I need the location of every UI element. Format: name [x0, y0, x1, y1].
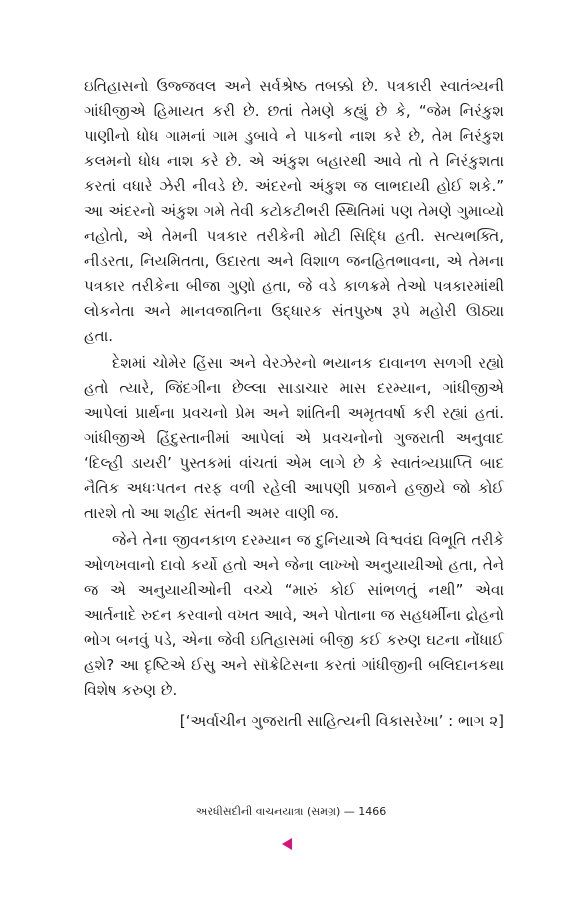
- source-citation: [‘અર્વાચીન ગુજરાતી સાહિત્યની વિકાસરેખા’ : ભાગ ૨]: [179, 712, 504, 730]
- page-footer: અરધીસદીની વાચનયાત્રા (સમગ્ર) — 1466: [195, 805, 387, 818]
- previous-page-arrow-icon[interactable]: [282, 838, 292, 850]
- paragraph-3: જેને તેના જીવનકાળ દરમ્યાન જ દુનિયાએ વિશ્વવંદ્ય વિભૂતિ તરીકે ઓળખવાનો દાવો કર્યો હતો અને જેના લાખ્ખો અનુયાયીઓ હતા, તેને જ એ અનુયાયીઓની વચ્ચે “મારું કોઈ સાંભળતું નથી” એવા આર્તનાદે રુદન કરવાનો વખત આવે, અને પોતાના જ સહધર્મીના દ્રોહનો ભોગ બનવું પડે, એના જેવી ઇતિહાસમાં બીજી કઈ કરુણ ઘટના નોંધાઈ હશે? આ દૃષ્ટિએ ઈસુ અને સૉક્રેટિસના કરતાં ગાંધીજીની બલિદાનકથા વિશેષ કરુણ છે.: [84, 531, 504, 699]
- article-body: [84, 74, 504, 734]
- paragraph-2: દેશમાં ચોમેર હિંસા અને વેરઝેરનો ભયાનક દાવાનળ સળગી રહ્યો હતો ત્યારે, જિંદગીના છેલ્લા સાડાચાર માસ દરમ્યાન, ગાંધીજીએ આપેલાં પ્રાર્થના પ્રવચનો પ્રેમ અને શાંતિની અમૃતવર્ષા કરી રહ્યાં હતાં. ગાંધીજીએ હિંદુસ્તાનીમાં આપેલાં એ પ્રવચનોનો ગુજરાતી અનુવાદ ‘દિલ્હી ડાયરી’ પુસ્તકમાં વાંચતાં એમ લાગે છે કે સ્વાતંત્ર્યપ્રાપ્તિ બાદ નૈતિક અધઃપતન તરફ વળી રહેલી આપણી પ્રજાને હજીયે જો કોઈ તારશે તો આ શહીદ સંતની અમર વાણી જ.: [84, 354, 504, 522]
- paragraph-1: ઇતિહાસનો ઉજ્જવલ અને સર્વશ્રેષ્ઠ તબક્કો છે. પત્રકારી સ્વાતંત્ર્યની ગાંધીજીએ હિમાયત કરી છે. છતાં તેમણે કહ્યું છે કે, “જેમ નિરંકુશ પાણીનો ધોધ ગામનાં ગામ ડુબાવે ને પાકનો નાશ કરે છે, તેમ નિરંકુશ કલમનો ધોધ નાશ કરે છે. એ અંકુશ બહારથી આવે તો તે નિરંકુશતા કરતાં વધારે ઝેરી નીવડે છે. અંદરનો અંકુશ જ લાભદાયી હોઈ શકે.” આ અંદરનો અંકુશ ગમે તેવી કટોકટીભરી સ્થિતિમાં પણ તેમણે ગુમાવ્યો નહોતો, એ તેમની પત્રકાર તરીકેની મોટી સિદ્ધિ હતી. સત્યભક્તિ, નીડરતા, નિયમિતતા, ઉદારતા અને વિશાળ જનહિતભાવના, એ તેમના પત્રકાર તરીકેના બીજા ગુણો હતા, જે વડે કાળક્રમે તેઓ પત્રકારમાંથી લોકનેતા અને માનવજાતિના ઉદ્ધારક સંતપુરુષ રૂપે મહોરી ઊઠ્યા હતા.: [84, 77, 504, 345]
